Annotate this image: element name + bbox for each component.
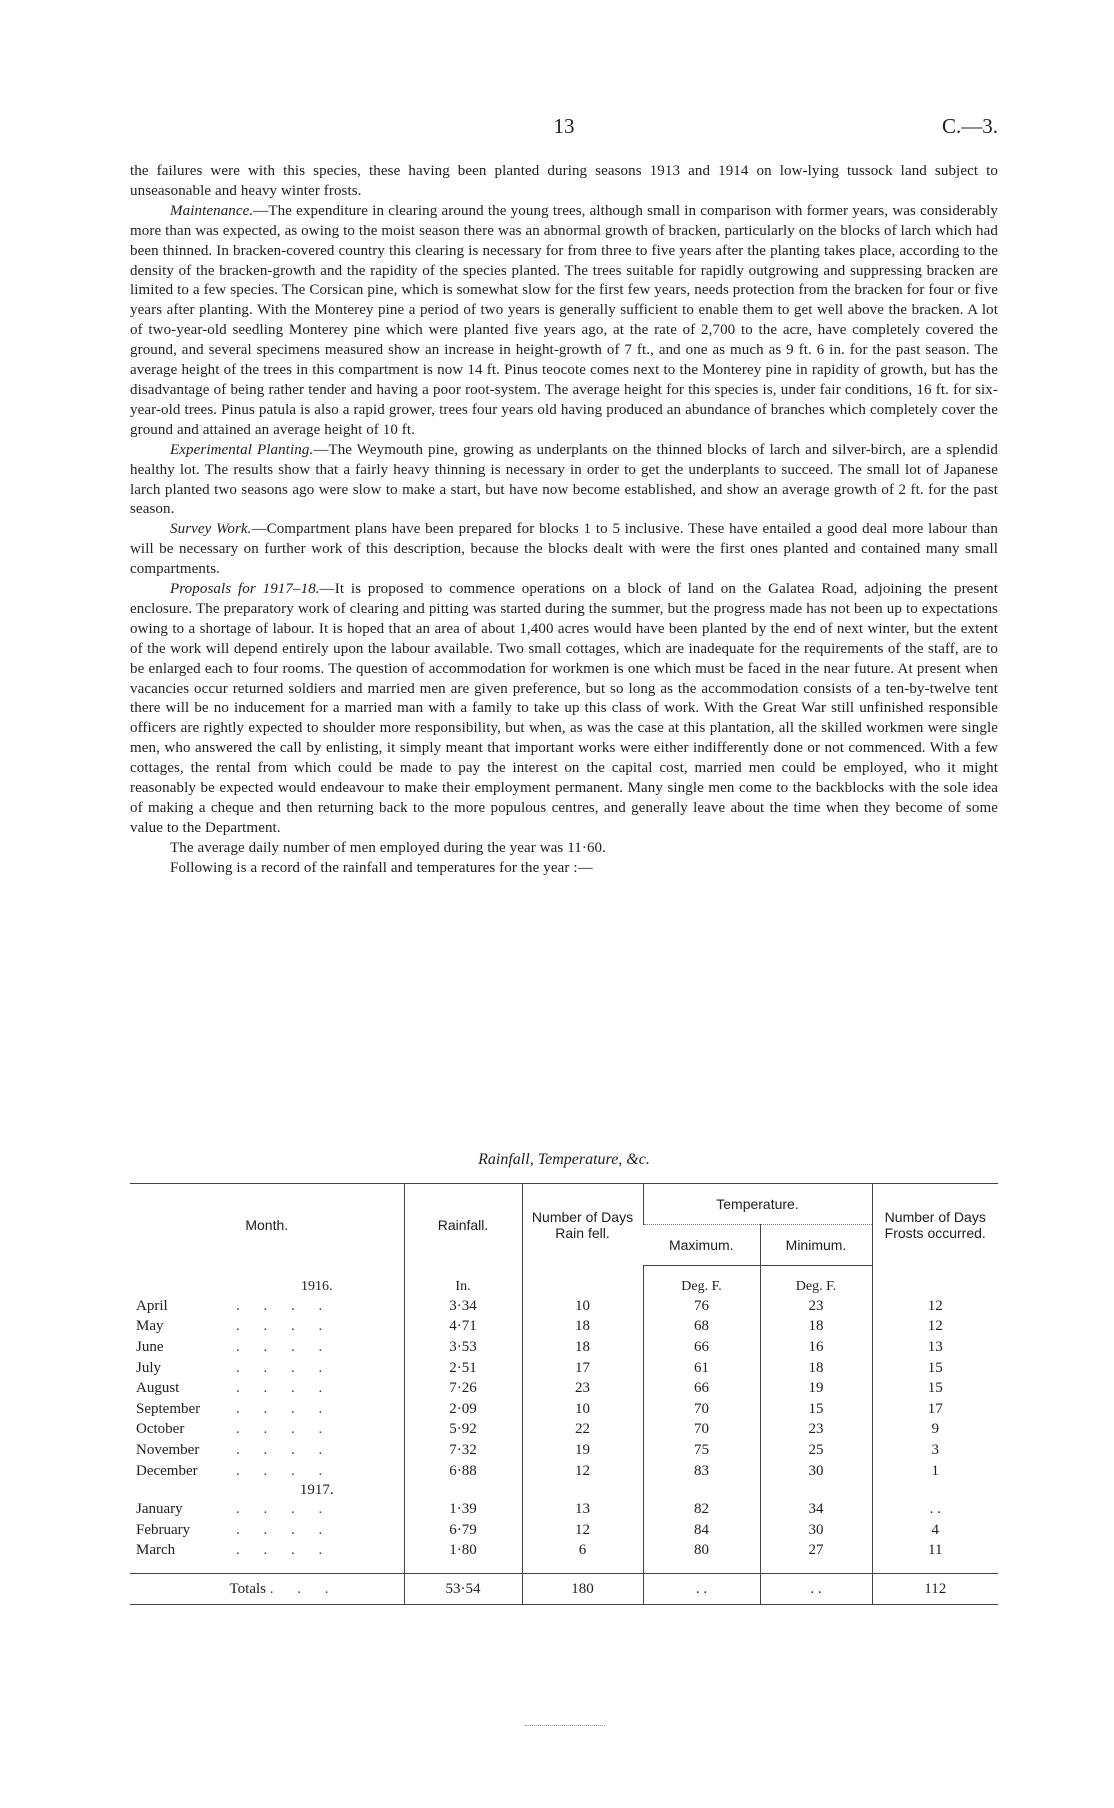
total-max: . . [643, 1574, 760, 1605]
min-temp-cell: 30 [760, 1520, 872, 1541]
paragraph-experimental-planting: Experimental Planting.—The Weymouth pine, growing as underplants on the thinned blocks of larch and silver-birch, are a splendid healthy lot. The results show that a fairly heavy thinning is necessary in order to get the underplants to succeed. The small lot of Japanese larch planted two seasons ago were slow to make a start, but have now become established, and show an average growth of 2 ft. for the past season. [130, 441, 998, 518]
month-name: May [136, 1318, 164, 1335]
min-temp-cell: 23 [760, 1420, 872, 1441]
rainfall-cell: 6·88 [404, 1461, 522, 1482]
header-frosts: Number of Days Frosts occurred. [872, 1184, 998, 1266]
total-frosts: 112 [872, 1574, 998, 1605]
paragraph-survey-work: Survey Work.—Compartment plans have been prepared for blocks 1 to 5 inclusive. These have entailed a good deal more labour than will be necessary on further work of this description, because the blocks dealt with were the first ones planted and contained many small compartments. [130, 521, 998, 578]
min-temp-cell: 27 [760, 1541, 872, 1562]
paragraph-maintenance: Maintenance.—The expenditure in clearing around the young trees, although small in comparison with former years, was considerably more than was expected, as owing to the moist season there was an abnormal growth of bracken, particularly on the blocks of larch which had been thinned. In bracken-covered country this clearing is necessary for from three to five years after the planting takes place, according to the density of the bracken-growth and the rapidity of the species planted. The trees suitable for rapidly outgrowing and suppressing bracken are limited to a few species. The Corsican pine, which is somewhat slow for the first few years, needs protection from the bracken for four or five years after planting. With the Monterey pine a period of two years is generally sufficient to enable them to get well above the bracken. A lot of two-year-old seedling Monterey pine which were planted five years ago, at the rate of 2,700 to the acre, have completely covered the ground, and several specimens measured show an increase in height-growth of 7 ft., and one as much as 9 ft. 6 in. for the past season. The average height of the trees in this compartment is now 14 ft. Pinus teocote comes next to the Monterey pine in rapidity of growth, but has the disadvantage of being rather tender and having a poor root-system. The average height for this species is, under fair conditions, 16 ft. for six-year-old trees. Pinus patula is also a rapid grower, trees four years old having produced an abundance of branches which completely cover the ground and attained an average height of 10 ft. [130, 202, 998, 438]
header-maximum: Maximum. [643, 1225, 760, 1266]
leader-dots: . . . . [236, 1462, 333, 1479]
max-temp-cell: 80 [643, 1541, 760, 1562]
month-cell [130, 1317, 404, 1338]
min-temp-cell: 18 [760, 1358, 872, 1379]
month-name: July [136, 1359, 162, 1376]
month-name: April [136, 1297, 168, 1314]
rainfall-table [130, 1183, 998, 1605]
rainfall-cell: 7·26 [404, 1378, 522, 1399]
frosts-cell: 12 [872, 1317, 998, 1338]
month-name: January [136, 1501, 183, 1518]
section-heading: Proposals for 1917–18. [170, 581, 320, 598]
table-caption: Rainfall, Temperature, &c. [478, 1151, 650, 1168]
rainfall-cell: 1·80 [404, 1541, 522, 1562]
max-temp-cell: 70 [643, 1399, 760, 1420]
days-rain-cell: 17 [522, 1358, 643, 1379]
header-rainfall: Rainfall. [404, 1184, 522, 1266]
month-cell [130, 1499, 404, 1520]
table-row [130, 1378, 998, 1399]
days-rain-cell: 6 [522, 1541, 643, 1562]
min-temp-cell: 16 [760, 1337, 872, 1358]
month-name: August [136, 1380, 180, 1397]
month-cell [130, 1461, 404, 1482]
min-temp-cell: 30 [760, 1461, 872, 1482]
frosts-cell: 3 [872, 1440, 998, 1461]
days-rain-cell: 18 [522, 1337, 643, 1358]
footer-rule [525, 1725, 605, 1726]
table-row [130, 1337, 998, 1358]
days-rain-cell: 10 [522, 1296, 643, 1317]
month-cell [130, 1420, 404, 1441]
days-rain-cell: 22 [522, 1420, 643, 1441]
table-row [130, 1499, 998, 1520]
leader-dots: . . . . [236, 1521, 333, 1538]
max-temp-cell: 76 [643, 1296, 760, 1317]
year-label: 1917. [299, 1481, 334, 1498]
max-temp-cell: 75 [643, 1440, 760, 1461]
days-rain-cell: 13 [522, 1499, 643, 1520]
frosts-cell: 15 [872, 1378, 998, 1399]
leader-dots: . . . . [236, 1380, 333, 1397]
table-row [130, 1440, 998, 1461]
days-rain-cell: 19 [522, 1440, 643, 1461]
rainfall-cell: 3·53 [404, 1337, 522, 1358]
max-temp-cell: 66 [643, 1337, 760, 1358]
month-name: October [136, 1421, 185, 1438]
max-temp-cell: 70 [643, 1420, 760, 1441]
month-cell [130, 1440, 404, 1461]
days-rain-cell: 10 [522, 1399, 643, 1420]
max-temp-cell: 82 [643, 1499, 760, 1520]
body-text [130, 162, 998, 879]
section-heading: Survey Work. [170, 521, 252, 538]
paragraph-men-employed: The average daily number of men employed during the year was 11·60. [170, 839, 606, 856]
month-cell [130, 1337, 404, 1358]
rainfall-cell: 2·51 [404, 1358, 522, 1379]
min-temp-cell: 18 [760, 1317, 872, 1338]
min-temp-cell: 19 [760, 1378, 872, 1399]
frosts-cell: 11 [872, 1541, 998, 1562]
frosts-cell: 17 [872, 1399, 998, 1420]
min-temp-cell: 34 [760, 1499, 872, 1520]
frosts-cell: 4 [872, 1520, 998, 1541]
max-temp-cell: 83 [643, 1461, 760, 1482]
header-days-rain: Number of Days Rain fell. [522, 1184, 643, 1266]
month-cell [130, 1378, 404, 1399]
paragraph-table-intro: Following is a record of the rainfall and temperatures for the year :— [170, 859, 593, 876]
frosts-cell: . . [872, 1499, 998, 1520]
unit-minimum: Deg. F. [760, 1278, 872, 1296]
max-temp-cell: 61 [643, 1358, 760, 1379]
leader-dots: . . . [269, 1580, 339, 1597]
days-rain-cell: 12 [522, 1461, 643, 1482]
min-temp-cell: 25 [760, 1440, 872, 1461]
month-cell [130, 1541, 404, 1562]
table-body [130, 1266, 998, 1605]
leader-dots: . . . . [236, 1297, 333, 1314]
table-row [130, 1317, 998, 1338]
document-reference: C.—3. [941, 114, 998, 138]
paragraph-proposals: Proposals for 1917–18.—It is proposed to commence operations on a block of land on the Galatea Road, adjoining the present enclosure. The preparatory work of clearing and pitting was started during the summer, but the progress made has not been up to expectations owing to a shortage of labour. It is hoped that an area of about 1,400 acres would have been planted by the end of next winter, but the extent of the work will depend entirely upon the labour available. Two small cottages, which are inadequate for the requirements of the staff, are to be enlarged each to four rooms. The question of accommodation for workmen is one which must be faced in the near future. At present when vacancies occur returned soldiers and married men are given preference, but so long as the accommodation consists of a ten-by-twelve tent there will be no inducement for a married man with a family to take up this class of work. With the Great War still unfinished responsible officers are rightly expected to shoulder more responsibility, but when, as was the case at this plantation, all the skilled workmen were single men, who answered the call by enlisting, it simply meant that important works were either indifferently done or not commenced. With a few cottages, the rental from which could be made to pay the interest on the capital cost, married men could be employed, who it might reasonably be expected would endeavour to make their employment permanent. Many single men come to the backblocks with the sole idea of making a cheque and then returning back to the more populous centres, and generally leave about the time when they become of some value to the Department. [130, 581, 998, 836]
frosts-cell: 9 [872, 1420, 998, 1441]
rainfall-cell: 5·92 [404, 1420, 522, 1441]
month-cell [130, 1520, 404, 1541]
days-rain-cell: 23 [522, 1378, 643, 1399]
days-rain-cell: 12 [522, 1520, 643, 1541]
leader-dots: . . . . [236, 1421, 333, 1438]
table-row [130, 1358, 998, 1379]
unit-maximum: Deg. F. [643, 1278, 760, 1296]
month-name: November [136, 1441, 200, 1458]
total-days-rain: 180 [522, 1574, 643, 1605]
month-name: June [136, 1338, 164, 1355]
rainfall-cell: 3·34 [404, 1296, 522, 1317]
section-heading: Experimental Planting. [170, 441, 314, 458]
frosts-cell: 1 [872, 1461, 998, 1482]
totals-label-cell [130, 1574, 404, 1605]
month-cell [130, 1296, 404, 1317]
rainfall-cell: 6·79 [404, 1520, 522, 1541]
leader-dots: . . . . [236, 1400, 333, 1417]
year-label: 1916. [301, 1279, 333, 1294]
table-row [130, 1296, 998, 1317]
rainfall-cell: 2·09 [404, 1399, 522, 1420]
total-rainfall: 53·54 [404, 1574, 522, 1605]
section-heading: Maintenance. [170, 202, 254, 219]
table-row [130, 1461, 998, 1482]
month-name: December [136, 1462, 198, 1479]
page-number: 13 [553, 114, 575, 138]
frosts-cell: 12 [872, 1296, 998, 1317]
leader-dots: . . . . [236, 1441, 333, 1458]
days-rain-cell: 18 [522, 1317, 643, 1338]
rainfall-cell: 1·39 [404, 1499, 522, 1520]
rainfall-cell: 7·32 [404, 1440, 522, 1461]
total-min: . . [760, 1574, 872, 1605]
paragraph-continuation: the failures were with this species, these having been planted during seasons 1913 and 1914 on low-lying tussock land subject to unseasonable and heavy winter frosts. [130, 163, 998, 199]
header-month: Month. [130, 1184, 404, 1266]
rainfall-cell: 4·71 [404, 1317, 522, 1338]
month-name: September [136, 1400, 201, 1417]
totals-row [130, 1574, 998, 1605]
frosts-cell: 15 [872, 1358, 998, 1379]
max-temp-cell: 84 [643, 1520, 760, 1541]
month-cell [130, 1399, 404, 1420]
min-temp-cell: 15 [760, 1399, 872, 1420]
leader-dots: . . . . [236, 1359, 333, 1376]
min-temp-cell: 23 [760, 1296, 872, 1317]
leader-dots: . . . . [236, 1338, 333, 1355]
units-row [130, 1278, 998, 1296]
max-temp-cell: 68 [643, 1317, 760, 1338]
header-minimum: Minimum. [760, 1225, 872, 1266]
max-temp-cell: 66 [643, 1378, 760, 1399]
month-name: February [136, 1521, 191, 1538]
table-row [130, 1520, 998, 1541]
leader-dots: . . . . [236, 1318, 333, 1335]
year-row [130, 1481, 998, 1499]
leader-dots: . . . . [236, 1542, 333, 1559]
month-cell [130, 1358, 404, 1379]
table-row [130, 1541, 998, 1562]
header-temperature: Temperature. [643, 1184, 872, 1225]
table-row [130, 1420, 998, 1441]
page-header [130, 114, 998, 144]
leader-dots: . . . . [236, 1501, 333, 1518]
frosts-cell: 13 [872, 1337, 998, 1358]
totals-label: Totals [229, 1580, 266, 1597]
table-row [130, 1399, 998, 1420]
unit-rainfall: In. [404, 1278, 522, 1296]
month-name: March [136, 1542, 176, 1559]
